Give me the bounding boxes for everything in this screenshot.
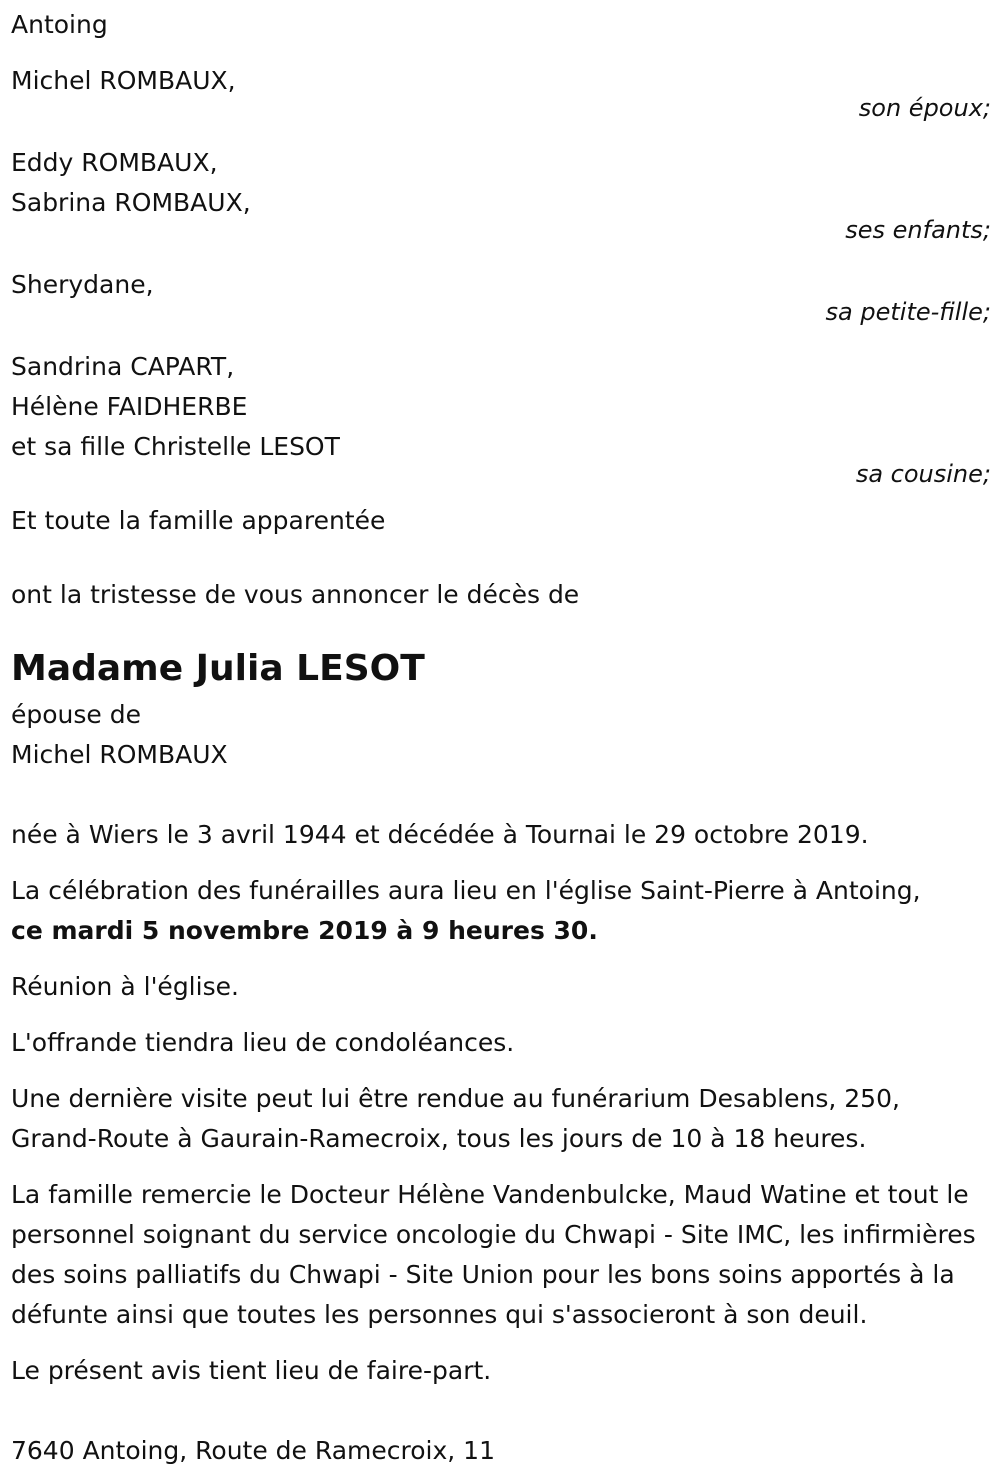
family-member-name: et sa fille Christelle LESOT [11, 432, 340, 461]
funeral-datetime: ce mardi 5 novembre 2019 à 9 heures 30. [11, 916, 598, 945]
family-relation: sa cousine; [855, 460, 991, 488]
family-member-name: Michel ROMBAUX, [11, 66, 236, 95]
family-member-name: Sandrina CAPART, [11, 352, 235, 381]
offering-info: L'offrande tiendra lieu de condoléances. [11, 1028, 515, 1057]
visit-info: Une dernière visite peut lui être rendue au funérarium Desablens, 250, Grand-Route à Gaurain-Ramecroix, tous les jours de 10 à 18 heures. [11, 1084, 900, 1153]
family-relation: sa petite-fille; [825, 298, 991, 326]
announcement: ont la tristesse de vous annoncer le décès de [11, 580, 580, 609]
family-group-children [11, 143, 991, 243]
family-member-name: Sherydane, [11, 270, 154, 299]
family-group-granddaughter [11, 265, 991, 325]
family-member-name: Hélène FAIDHERBE [11, 392, 248, 421]
spouse-name: Michel ROMBAUX [11, 740, 228, 769]
spouse-label: épouse de [11, 700, 141, 729]
town: Antoing [11, 10, 108, 39]
birth-death-info: née à Wiers le 3 avril 1944 et décédée à Tournai le 29 octobre 2019. [11, 820, 869, 849]
meeting-info: Réunion à l'église. [11, 972, 239, 1001]
obituary-notice [11, 5, 991, 1471]
family-group-cousins [11, 347, 991, 487]
notice-info: Le présent avis tient lieu de faire-part. [11, 1356, 492, 1385]
family-group-spouse [11, 61, 991, 121]
extended-family: Et toute la famille apparentée [11, 506, 386, 535]
family-member-name: Sabrina ROMBAUX, [11, 188, 251, 217]
spacer [11, 775, 991, 815]
funeral-text: La célébration des funérailles aura lieu en l'église Saint-Pierre à Antoing, [11, 876, 921, 905]
address: 7640 Antoing, Route de Ramecroix, 11 [11, 1436, 495, 1465]
deceased-name: Madame Julia LESOT [11, 648, 425, 689]
family-member-name: Eddy ROMBAUX, [11, 148, 218, 177]
family-relation: son époux; [858, 94, 991, 122]
family-relation: ses enfants; [845, 216, 991, 244]
thanks-info: La famille remercie le Docteur Hélène Vandenbulcke, Maud Watine et tout le personnel soignant du service oncologie du Chwapi - Site IMC, les infirmières des soins palliatifs du Chwapi - Site Union pour les bons soins apportés à la défunte ainsi que toutes les personnes qui s'associeront à son deuil. [11, 1180, 976, 1329]
funeral-info [11, 871, 991, 951]
